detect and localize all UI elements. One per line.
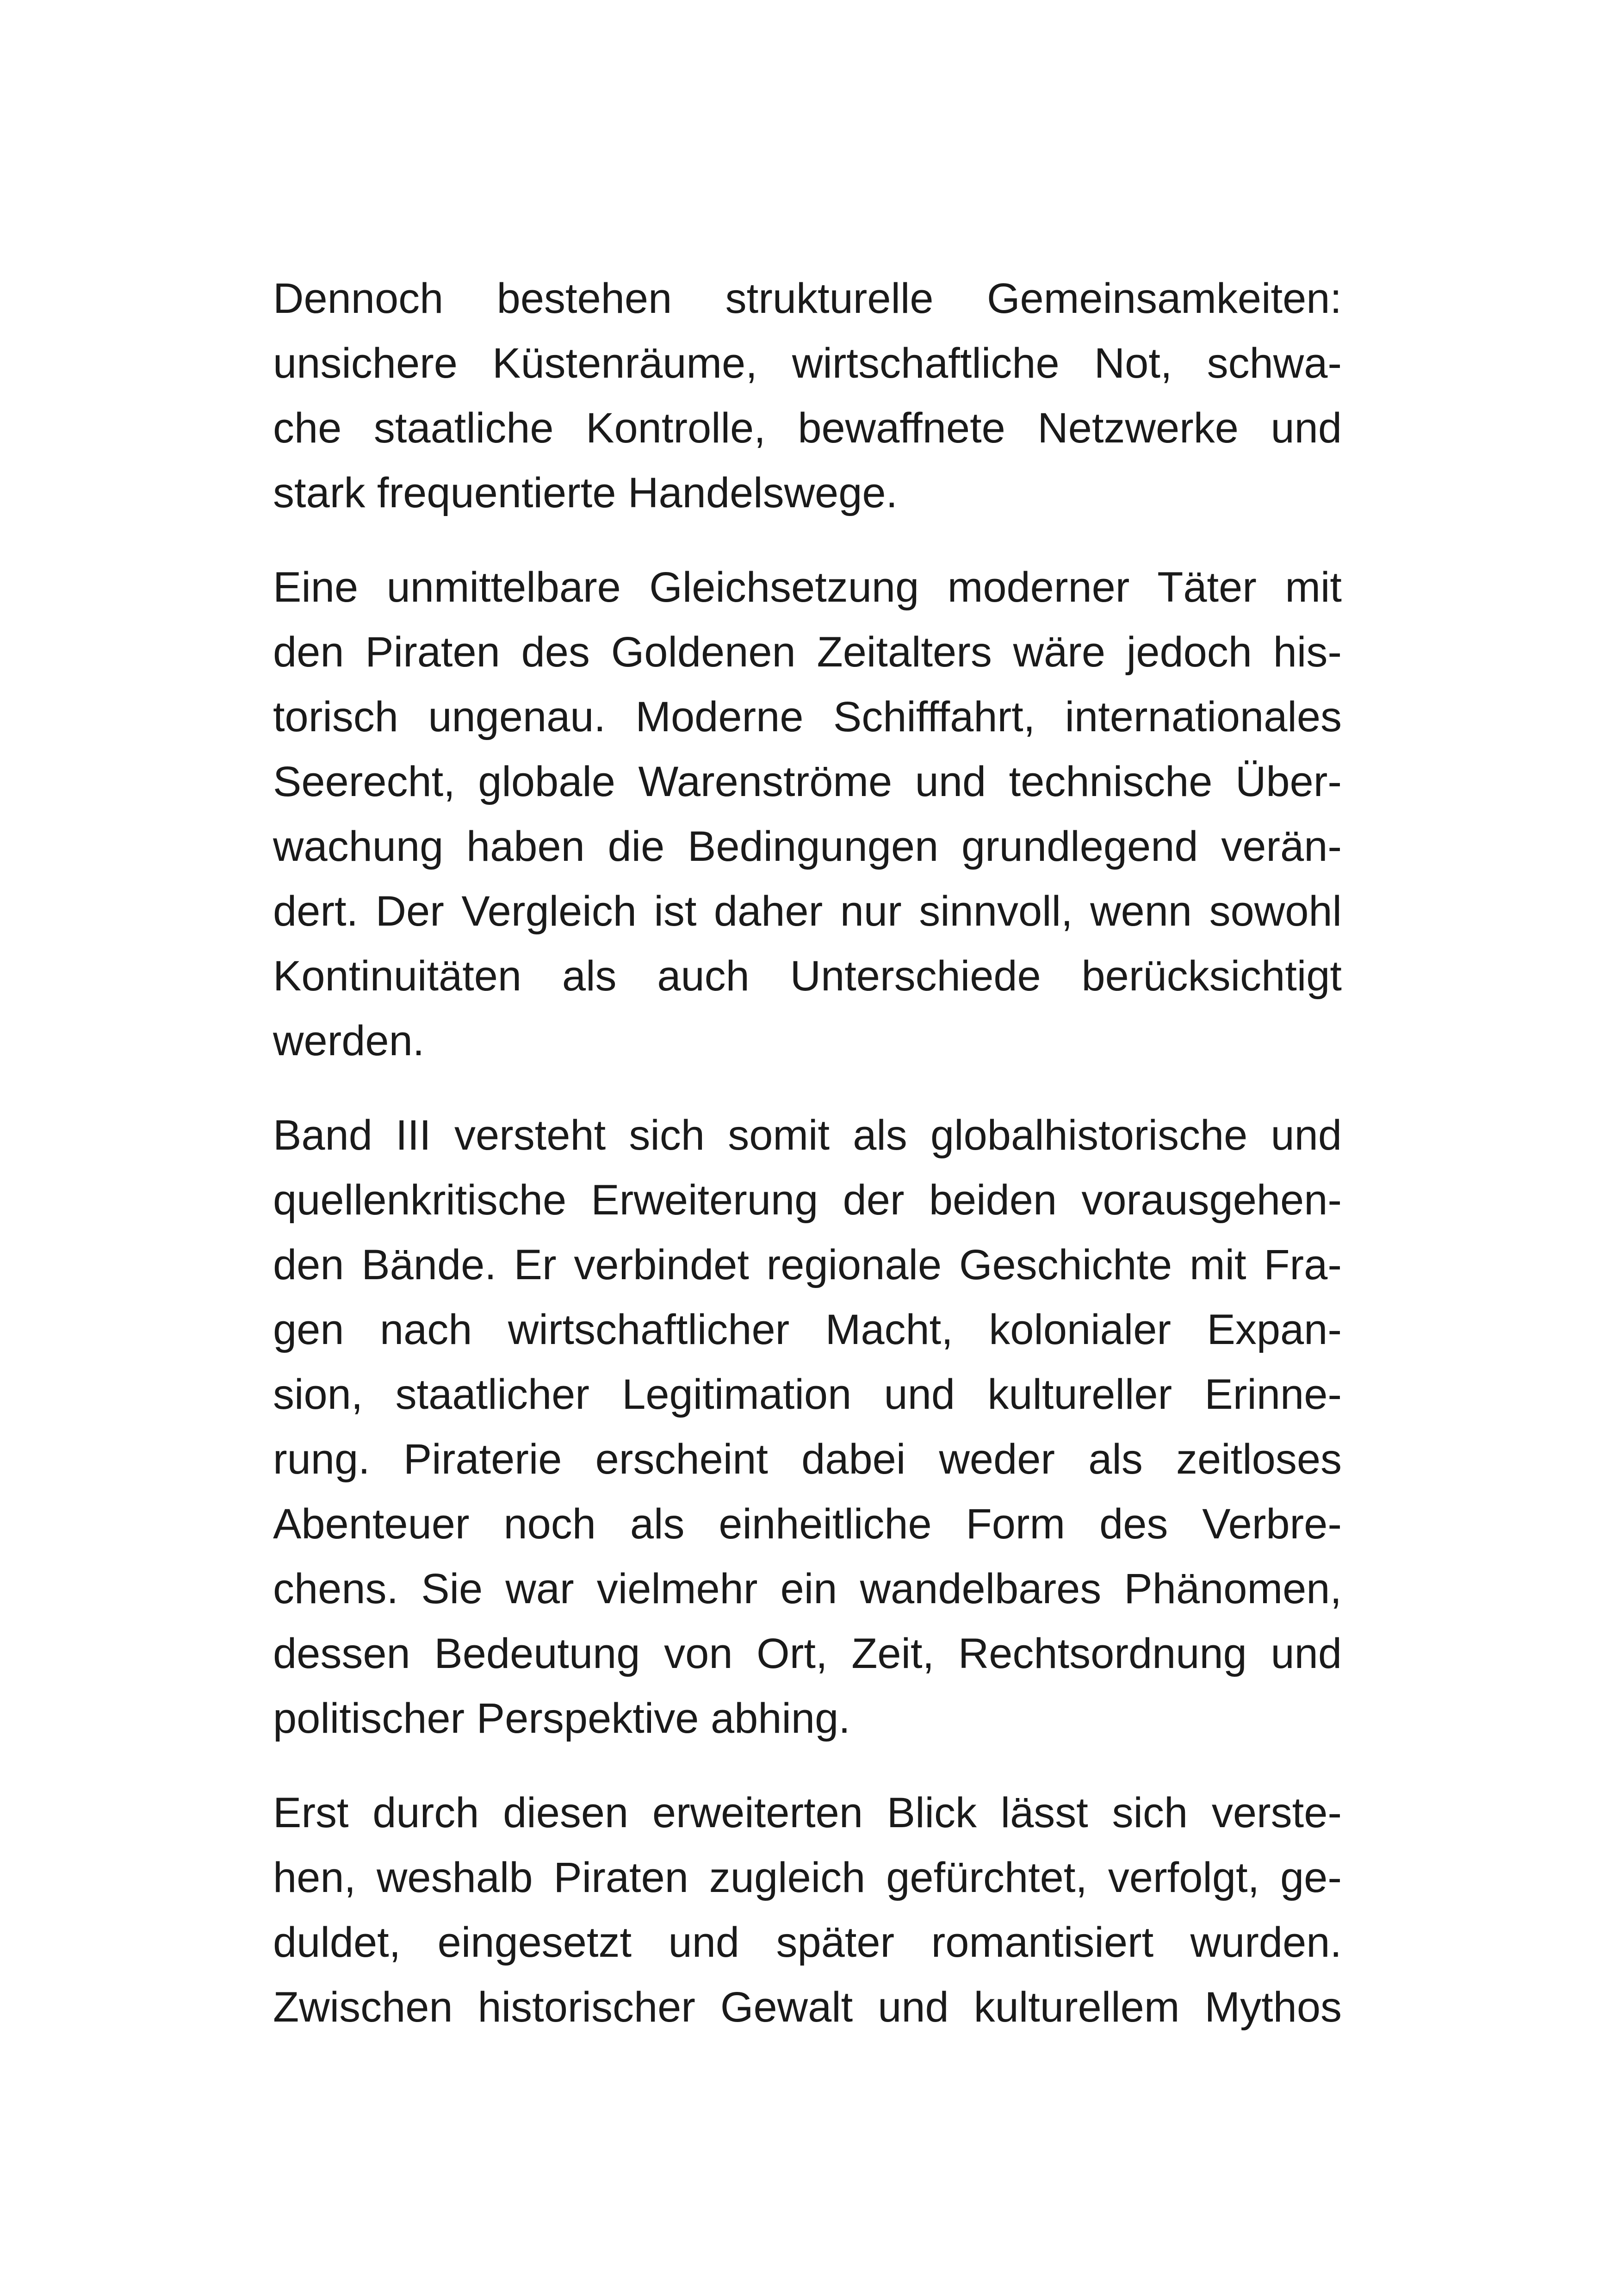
text-line: den Piraten des Goldenen Zeitalters wäre jedoch his- xyxy=(273,628,1342,676)
paragraph xyxy=(273,266,1342,525)
text-line: Seerecht, globale Warenströme und technische Über- xyxy=(273,758,1342,805)
text-line: Zwischen historischer Gewalt und kulturellem Mythos xyxy=(273,1984,1342,2031)
text-line: stark frequentierte Handelswege. xyxy=(273,469,898,516)
text-line: quellenkritische Erweiterung der beiden vorausgehen- xyxy=(273,1176,1342,1224)
text-line: politischer Perspektive abhing. xyxy=(273,1695,850,1742)
text-line: Abenteuer noch als einheitliche Form des Verbre- xyxy=(273,1500,1342,1548)
text-line: sion, staatlicher Legitimation und kultureller Erinne- xyxy=(273,1371,1342,1418)
text-line: Dennoch bestehen strukturelle Gemeinsamkeiten: xyxy=(273,275,1342,322)
text-line: wachung haben die Bedingungen grundlegend verän- xyxy=(273,823,1342,870)
text-line: Kontinuitäten als auch Unterschiede berücksichtigt xyxy=(273,952,1342,1000)
text-line: unsichere Küstenräume, wirtschaftliche Not, schwa- xyxy=(273,340,1342,387)
text-line: che staatliche Kontrolle, bewaffnete Netzwerke und xyxy=(273,404,1342,452)
text-line: duldet, eingesetzt und später romantisiert wurden. xyxy=(273,1919,1342,1966)
text-line: Erst durch diesen erweiterten Blick lässt sich verste- xyxy=(273,1789,1342,1836)
text-line: dert. Der Vergleich ist daher nur sinnvoll, wenn sowohl xyxy=(273,888,1342,935)
paragraph xyxy=(273,555,1342,1073)
paragraph xyxy=(273,1780,1342,2040)
body-text xyxy=(273,266,1342,2069)
text-line: torisch ungenau. Moderne Schifffahrt, internationales xyxy=(273,693,1342,740)
text-line: werden. xyxy=(273,1017,425,1064)
text-line: Eine unmittelbare Gleichsetzung moderner Täter mit xyxy=(273,564,1342,611)
text-line: chens. Sie war vielmehr ein wandelbares Phänomen, xyxy=(273,1565,1342,1612)
text-line: rung. Piraterie erscheint dabei weder als zeitloses xyxy=(273,1436,1342,1483)
paragraph xyxy=(273,1103,1342,1751)
text-line: Band III versteht sich somit als globalhistorische und xyxy=(273,1112,1342,1159)
text-line: hen, weshalb Piraten zugleich gefürchtet, verfolgt, ge- xyxy=(273,1854,1342,1901)
text-line: gen nach wirtschaftlicher Macht, kolonialer Expan- xyxy=(273,1306,1342,1353)
text-line: dessen Bedeutung von Ort, Zeit, Rechtsordnung und xyxy=(273,1630,1342,1677)
text-line: den Bände. Er verbindet regionale Geschichte mit Fra- xyxy=(273,1241,1342,1288)
